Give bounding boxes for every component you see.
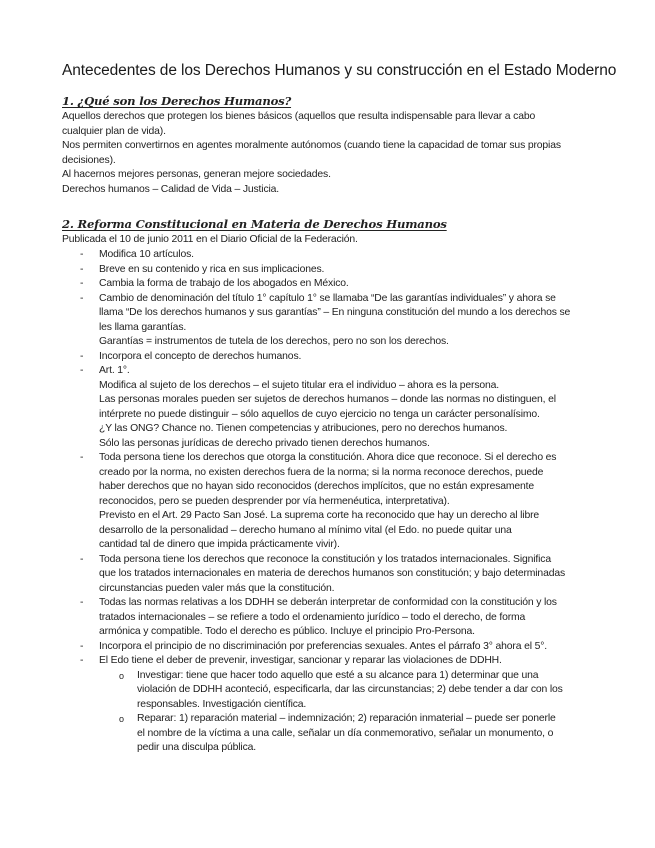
list-item-cont: armónica y compatible. Todo el derecho es público. Incluye el principio Pro-Persona.: [99, 626, 475, 637]
list-item: Modifica 10 artículos.: [99, 249, 194, 260]
dash-marker: -: [80, 553, 84, 565]
list-item-cont: Las personas morales pueden ser sujetos de derechos humanos – donde las normas no distinguen, el: [99, 394, 556, 405]
sub-list-item-cont: el nombre de la víctima a una calle, señalar un día conmemorativo, señalar un monumento, o: [137, 727, 554, 739]
text-line: Aquellos derechos que protegen los bienes básicos (aquellos que resulta indispensable para llevar a cabo: [62, 111, 536, 122]
list-item-cont: creado por la norma, no existen derechos fuera de la norma; si la norma reconoce derechos, puede: [99, 466, 544, 478]
dash-marker: -: [80, 640, 84, 652]
dash-marker: -: [80, 263, 84, 275]
list-item: Toda persona tiene los derechos que otorga la constitución. Ahora dice que reconoce. Si el derecho es: [99, 452, 557, 463]
list-item-cont: les llama garantías.: [99, 321, 187, 333]
dash-marker: -: [80, 278, 84, 289]
dash-marker: -: [80, 292, 84, 304]
list-item-cont: Sólo las personas jurídicas de derecho privado tienen derechos humanos.: [99, 437, 430, 449]
dash-marker: -: [80, 249, 84, 260]
list-item-cont: ¿Y las ONG? Chance no. Tienen competencias y atribuciones, pero no derechos humanos.: [99, 423, 508, 434]
list-item: Incorpora el principio de no discriminación por preferencias sexuales. Antes el párrafo 3° ahora el 5°.: [99, 640, 547, 652]
section-1-heading: 1. ¿Qué son los Derechos Humanos?: [62, 94, 292, 108]
list-item-cont: cantidad tal de dinero que impida prácticamente vivir).: [99, 539, 340, 550]
bullet-marker: o: [119, 714, 125, 724]
list-item-cont: intérprete no puede distinguir – sólo aquellos de cuyo ejercicio no tenga un carácter personalísimo.: [99, 408, 540, 420]
list-item: Art. 1°.: [99, 365, 130, 376]
dash-marker: -: [80, 365, 84, 376]
sub-list-item-cont: pedir una disculpa pública.: [137, 742, 256, 753]
section-2-heading: 2. Reforma Constitucional en Materia de Derechos Humanos: [62, 217, 447, 231]
list-item-cont: que los tratados internacionales en materia de derechos humanos son constitución; y bajo determinadas: [99, 568, 565, 579]
text-line: cualquier plan de vida).: [62, 125, 166, 137]
bullet-marker: o: [119, 670, 125, 681]
list-item: Todas las normas relativas a los DDHH se deberán interpretar de conformidad con la constitución y los: [99, 597, 557, 608]
list-item: Cambio de denominación del título 1° capítulo 1° se llamaba “De las garantías individuales” y ahora se: [99, 292, 556, 304]
list-item: Cambia la forma de trabajo de los abogados en México.: [99, 278, 349, 289]
dash-marker: -: [80, 452, 84, 463]
list-item-cont: desarrollo de la personalidad – derecho humano al mínimo vital (el Edo. no puede quitar una: [99, 524, 512, 536]
text-line: Al hacernos mejores personas, generan mejore sociedades.: [62, 169, 331, 180]
sub-list-item: Reparar: 1) reparación material – indemnización; 2) reparación inmaterial – puede ser ponerle: [137, 713, 556, 724]
list-item: Incorpora el concepto de derechos humanos.: [99, 350, 302, 362]
list-item: Breve en su contenido y rica en sus implicaciones.: [99, 263, 325, 275]
text-line: Nos permiten convertirnos en agentes moralmente autónomos (cuando tiene la capacidad de tomar sus propias: [62, 140, 561, 151]
list-item-cont: Previsto en el Art. 29 Pacto San José. La suprema corte ha reconocido que hay un derecho al libre: [99, 510, 540, 521]
list-item-cont: Modifica al sujeto de los derechos – el sujeto titular era el individuo – ahora es la persona.: [99, 379, 500, 391]
sub-list-item: Investigar: tiene que hacer todo aquello que esté a su alcance para 1) determinar que una: [137, 669, 539, 681]
dash-marker: -: [80, 597, 84, 608]
list-item-cont: Garantías = instrumentos de tutela de los derechos, pero no son los derechos.: [99, 336, 449, 347]
text-line: Publicada el 10 de junio 2011 en el Diario Oficial de la Federación.: [62, 234, 358, 245]
page-title: Antecedentes de los Derechos Humanos y su construcción en el Estado Moderno: [62, 62, 617, 79]
text-line: Derechos humanos – Calidad de Vida – Justicia.: [62, 183, 280, 195]
dash-marker: -: [80, 350, 84, 362]
list-item-cont: tratados internacionales – se refiere a todo el ordenamiento jurídico – todo el derecho, de forma: [99, 611, 526, 623]
list-item-cont: circunstancias pueden valer más que la constitución.: [99, 582, 335, 594]
list-item-cont: reconocidos, pero se pueden desprender por vía hermenéutica, interpretativa).: [99, 495, 450, 507]
list-item: Toda persona tiene los derechos que reconoce la constitución y los tratados internacionales. Significa: [99, 553, 551, 565]
list-item: El Edo tiene el deber de prevenir, investigar, sancionar y reparar las violaciones de DDHH.: [99, 655, 502, 666]
list-item-cont: haber derechos que no hayan sido reconocidos (derechos implícitos, que no están expresamente: [99, 481, 535, 492]
sub-list-item-cont: responsables. Investigación científica.: [137, 698, 307, 710]
text-line: decisiones).: [62, 154, 116, 166]
list-item-cont: llama “De los derechos humanos y sus garantías” – En ninguna constitución del mundo a los derechos se: [99, 307, 571, 318]
sub-list-item-cont: violación de DDHH aconteció, especificarla, dar las circunstancias; 2) debe tender a dar con los: [137, 684, 563, 695]
dash-marker: -: [80, 655, 84, 666]
